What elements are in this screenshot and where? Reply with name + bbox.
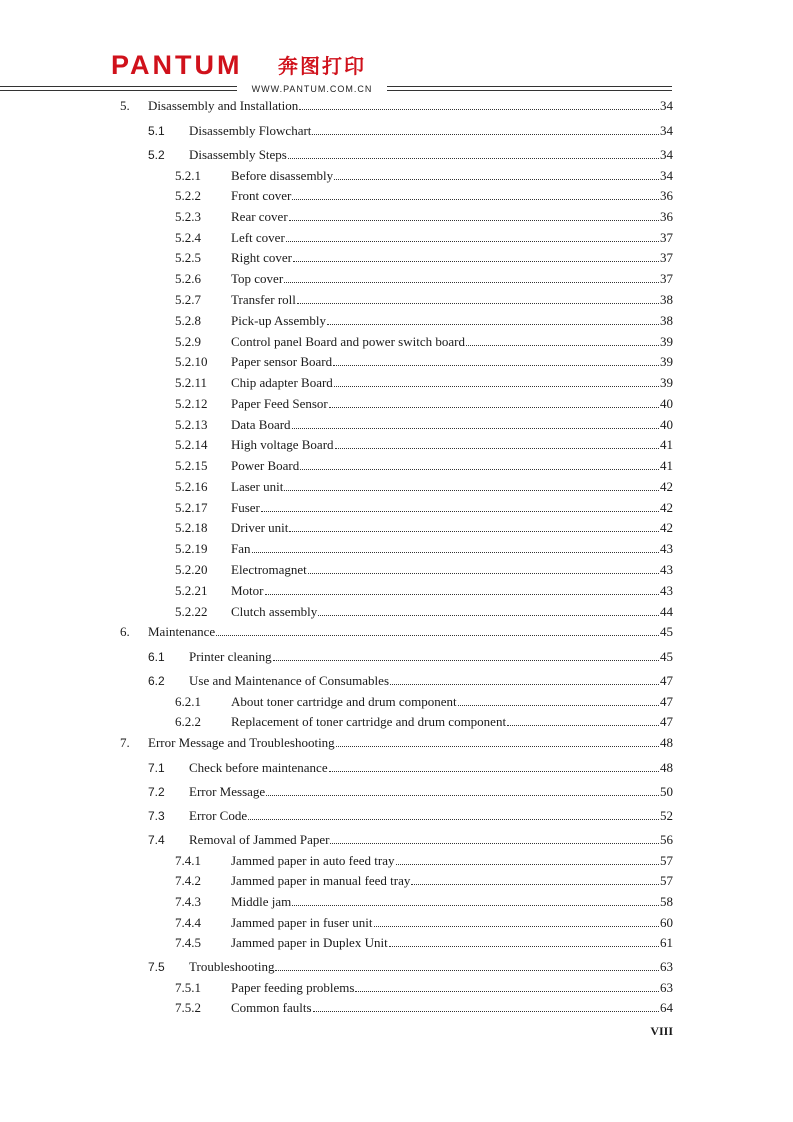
toc-entry-line [189, 647, 673, 667]
toc-entry[interactable] [0, 560, 793, 580]
toc-entry-page: 50 [660, 784, 673, 799]
toc-entry-number: 5.2.5 [175, 250, 201, 265]
toc-entry-number: 5.2.3 [175, 209, 201, 224]
toc-entry-line [231, 892, 673, 912]
toc-entry[interactable] [0, 806, 793, 826]
toc-entry-page: 38 [660, 292, 673, 307]
toc-leader-dots [297, 303, 659, 304]
toc-entry-number: 5.2.9 [175, 334, 201, 349]
toc-entry-line [231, 913, 673, 933]
toc-entry-line [231, 394, 673, 414]
toc-entry-page: 34 [660, 98, 673, 113]
toc-entry-title: Before disassembly [231, 168, 334, 183]
toc-entry-line [231, 539, 673, 559]
toc-entry-page: 42 [660, 500, 673, 515]
toc-entry-page: 39 [660, 334, 673, 349]
toc-entry[interactable] [0, 851, 793, 871]
toc-entry-page: 34 [660, 123, 673, 138]
toc-entry-title: Transfer roll [231, 292, 296, 307]
toc-entry[interactable] [0, 498, 793, 518]
toc-entry-title: Disassembly Steps [189, 147, 287, 162]
toc-leader-dots [292, 199, 659, 200]
toc-leader-dots [273, 660, 659, 661]
toc-entry-page: 34 [660, 168, 673, 183]
header-rule-right-bottom [387, 90, 672, 91]
toc-entry-page: 39 [660, 354, 673, 369]
toc-entry-title: Removal of Jammed Paper [189, 832, 330, 847]
toc-leader-dots [334, 179, 659, 180]
toc-entry-number: 7.5.1 [175, 980, 201, 995]
toc-entry-number: 6.2 [148, 674, 165, 688]
toc-entry-line [231, 933, 673, 953]
toc-entry-title: Rear cover [231, 209, 288, 224]
toc-entry-title: Control panel Board and power switch board [231, 334, 465, 349]
toc-entry-line [148, 733, 673, 753]
toc-leader-dots [390, 684, 659, 685]
toc-entry[interactable] [0, 892, 793, 912]
toc-entry-page: 41 [660, 458, 673, 473]
toc-leader-dots [313, 1011, 659, 1012]
toc-entry[interactable] [0, 248, 793, 268]
toc-entry-page: 61 [660, 935, 673, 950]
toc-leader-dots [335, 448, 659, 449]
toc-leader-dots [292, 428, 659, 429]
toc-entry-title: Jammed paper in auto feed tray [231, 853, 395, 868]
toc-entry-page: 47 [660, 714, 673, 729]
toc-entry-number: 7.3 [148, 809, 165, 823]
toc-entry-title: Replacement of toner cartridge and drum component [231, 714, 507, 729]
toc-entry-number: 5.2.4 [175, 230, 201, 245]
toc-leader-dots [327, 324, 659, 325]
toc-entry-page: 43 [660, 562, 673, 577]
toc-entry-title: Check before maintenance [189, 760, 328, 775]
toc-entry-page: 48 [660, 760, 673, 775]
toc-entry-line [189, 145, 673, 165]
toc-entry-number: 7.4 [148, 833, 165, 847]
toc-entry-line [231, 311, 673, 331]
toc-entry-title: Jammed paper in fuser unit [231, 915, 373, 930]
toc-leader-dots [252, 552, 660, 553]
toc-entry-page: 38 [660, 313, 673, 328]
header-rule-left-top [0, 86, 237, 87]
toc-leader-dots [286, 241, 659, 242]
toc-entry-title: Left cover [231, 230, 285, 245]
page-number: VIII [650, 1024, 673, 1038]
toc-entry-number: 7.2 [148, 785, 165, 799]
toc-entry-number: 5.2.12 [175, 396, 208, 411]
toc-leader-dots [284, 282, 659, 283]
toc-entry-title: Middle jam [231, 894, 292, 909]
toc-entry-title: Pick-up Assembly [231, 313, 326, 328]
toc-entry-title: Motor [231, 583, 264, 598]
toc-leader-dots [330, 843, 659, 844]
toc-entry-page: 58 [660, 894, 673, 909]
toc-entry-number: 5.2.18 [175, 520, 208, 535]
toc-entry-line [231, 978, 673, 998]
toc-entry-page: 48 [660, 735, 673, 750]
toc-entry[interactable] [0, 581, 793, 601]
toc-entry-number: 5.2.6 [175, 271, 201, 286]
toc-leader-dots [396, 864, 659, 865]
toc-entry-title: Common faults [231, 1000, 312, 1015]
toc-entry-page: 37 [660, 271, 673, 286]
toc-entry-number: 6.2.2 [175, 714, 201, 729]
toc-entry-line [231, 851, 673, 871]
toc-entry-number: 5.2.15 [175, 458, 208, 473]
toc-leader-dots [374, 926, 659, 927]
toc-entry-line [231, 477, 673, 497]
toc-entry-page: 41 [660, 437, 673, 452]
toc-entry-title: Top cover [231, 271, 284, 286]
toc-entry-number: 5.2 [148, 148, 165, 162]
toc-leader-dots [308, 573, 659, 574]
toc-entry-page: 34 [660, 147, 673, 162]
header-rule-left-bottom [0, 90, 237, 91]
toc-entry-line [231, 581, 673, 601]
toc-entry-title: Paper feeding problems [231, 980, 355, 995]
toc-entry[interactable] [0, 913, 793, 933]
toc-entry-number: 7. [120, 735, 130, 750]
toc-entry[interactable] [0, 186, 793, 206]
toc-entry-page: 43 [660, 541, 673, 556]
toc-entry[interactable] [0, 782, 793, 802]
toc-entry-number: 5.2.16 [175, 479, 208, 494]
toc-entry-line [231, 692, 673, 712]
toc-entry-number: 7.5 [148, 960, 165, 974]
toc-entry-page: 42 [660, 479, 673, 494]
toc-entry-number: 5.2.20 [175, 562, 208, 577]
toc-entry-title: Paper sensor Board [231, 354, 333, 369]
toc-leader-dots [284, 490, 659, 491]
toc-entry[interactable] [0, 933, 793, 953]
toc-leader-dots [289, 531, 659, 532]
toc-entry-number: 7.4.1 [175, 853, 201, 868]
toc-entry-title: Error Message and Troubleshooting [148, 735, 335, 750]
toc-entry[interactable] [0, 166, 793, 186]
toc-entry-number: 5.2.8 [175, 313, 201, 328]
header-rule-right-top [387, 86, 672, 87]
toc-entry-line [231, 269, 673, 289]
toc-entry[interactable] [0, 602, 793, 622]
toc-leader-dots [336, 746, 659, 747]
toc-entry[interactable] [0, 539, 793, 559]
toc-leader-dots [329, 771, 659, 772]
toc-leader-dots [288, 158, 659, 159]
toc-entry-line [148, 96, 673, 116]
toc-entry-number: 6. [120, 624, 130, 639]
toc-entry-number: 5.2.2 [175, 188, 201, 203]
toc-entry[interactable] [0, 373, 793, 393]
toc-entry[interactable] [0, 477, 793, 497]
toc-entry-number: 7.4.4 [175, 915, 201, 930]
toc-leader-dots [293, 261, 659, 262]
toc-entry-line [231, 456, 673, 476]
toc-entry-number: 5.2.11 [175, 375, 208, 390]
toc-entry-page: 52 [660, 808, 673, 823]
toc-entry-number: 5.2.19 [175, 541, 208, 556]
toc-entry[interactable] [0, 647, 793, 667]
toc-entry-line [231, 332, 673, 352]
toc-entry-title: Error Message [189, 784, 266, 799]
toc-leader-dots [466, 345, 659, 346]
toc-leader-dots [333, 365, 659, 366]
toc-entry-title: Paper Feed Sensor [231, 396, 328, 411]
toc-entry-line [231, 290, 673, 310]
toc-leader-dots [411, 884, 659, 885]
toc-entry[interactable] [0, 998, 793, 1018]
toc-entry-number: 7.1 [148, 761, 165, 775]
page-header [0, 0, 793, 100]
toc-entry-title: Maintenance [148, 624, 216, 639]
toc-entry-line [189, 671, 673, 691]
toc-entry-page: 40 [660, 417, 673, 432]
toc-entry-title: Power Board [231, 458, 300, 473]
toc-entry-title: Driver unit [231, 520, 289, 535]
toc-entry-page: 60 [660, 915, 673, 930]
toc-leader-dots [507, 725, 659, 726]
toc-entry-title: Disassembly and Installation [148, 98, 299, 113]
toc-entry[interactable] [0, 290, 793, 310]
toc-entry-page: 63 [660, 980, 673, 995]
toc-entry[interactable] [0, 456, 793, 476]
toc-entry-number: 6.1 [148, 650, 165, 664]
toc-entry[interactable] [0, 733, 793, 753]
toc-entry-page: 36 [660, 209, 673, 224]
toc-entry-line [231, 248, 673, 268]
toc-leader-dots [299, 109, 659, 110]
toc-leader-dots [261, 511, 659, 512]
toc-entry-line [189, 806, 673, 826]
toc-entry-line [231, 186, 673, 206]
toc-entry-line [231, 166, 673, 186]
toc-entry-number: 5.2.17 [175, 500, 208, 515]
toc-entry-line [231, 560, 673, 580]
toc-entry-line [231, 518, 673, 538]
toc-entry[interactable] [0, 957, 793, 977]
toc-entry-title: Error Code [189, 808, 248, 823]
toc-entry-number: 7.4.2 [175, 873, 201, 888]
toc-entry[interactable] [0, 758, 793, 778]
toc-leader-dots [355, 991, 659, 992]
toc-entry-number: 7.4.5 [175, 935, 201, 950]
toc-entry-title: Printer cleaning [189, 649, 272, 664]
toc-entry[interactable] [0, 712, 793, 732]
toc-entry[interactable] [0, 830, 793, 850]
toc-leader-dots [265, 594, 660, 595]
toc-entry-title: Fan [231, 541, 251, 556]
toc-entry-line [231, 207, 673, 227]
toc-leader-dots [275, 970, 659, 971]
toc-entry[interactable] [0, 978, 793, 998]
toc-entry-title: Laser unit [231, 479, 284, 494]
toc-entry[interactable] [0, 518, 793, 538]
toc-entry-page: 37 [660, 250, 673, 265]
toc-entry-title: About toner cartridge and drum component [231, 694, 457, 709]
toc-entry-page: 40 [660, 396, 673, 411]
toc-entry-page: 37 [660, 230, 673, 245]
toc-leader-dots [266, 795, 659, 796]
toc-entry-page: 45 [660, 649, 673, 664]
toc-entry-title: Fuser [231, 500, 260, 515]
toc-entry[interactable] [0, 671, 793, 691]
toc-entry-title: Electromagnet [231, 562, 307, 577]
toc-leader-dots [312, 134, 659, 135]
toc-entry[interactable] [0, 622, 793, 642]
toc-leader-dots [334, 386, 659, 387]
toc-entry-title: Troubleshooting [189, 959, 275, 974]
toc-entry-page: 42 [660, 520, 673, 535]
toc-entry-page: 57 [660, 873, 673, 888]
toc-entry-number: 5.2.1 [175, 168, 201, 183]
toc-leader-dots [292, 905, 659, 906]
toc-entry-line [231, 712, 673, 732]
toc-entry-number: 5.2.22 [175, 604, 208, 619]
toc-entry-title: Right cover [231, 250, 293, 265]
toc-entry-title: Clutch assembly [231, 604, 318, 619]
toc-entry-title: Jammed paper in manual feed tray [231, 873, 411, 888]
toc-entry-page: 47 [660, 673, 673, 688]
toc-entry-number: 5.1 [148, 124, 165, 138]
toc-entry[interactable] [0, 871, 793, 891]
toc-entry-line [148, 622, 673, 642]
toc-leader-dots [289, 220, 659, 221]
toc-entry-page: 47 [660, 694, 673, 709]
toc-entry-number: 5.2.10 [175, 354, 208, 369]
toc-entry[interactable] [0, 207, 793, 227]
toc-entry-number: 5. [120, 98, 130, 113]
toc-entry-number: 6.2.1 [175, 694, 201, 709]
toc-entry[interactable] [0, 692, 793, 712]
toc-entry-number: 5.2.13 [175, 417, 208, 432]
toc-entry[interactable] [0, 311, 793, 331]
toc-entry-number: 7.5.2 [175, 1000, 201, 1015]
toc-entry-line [189, 121, 673, 141]
toc-leader-dots [300, 469, 659, 470]
toc-entry-line [189, 830, 673, 850]
toc-leader-dots [248, 819, 659, 820]
toc-entry-page: 44 [660, 604, 673, 619]
toc-entry-page: 56 [660, 832, 673, 847]
toc-entry-page: 57 [660, 853, 673, 868]
toc-leader-dots [389, 946, 659, 947]
toc-leader-dots [458, 705, 659, 706]
toc-leader-dots [329, 407, 659, 408]
pantum-logo-cn: 奔图打印 [278, 54, 366, 78]
toc-entry-line [231, 228, 673, 248]
toc-entry-title: Chip adapter Board [231, 375, 333, 390]
header-url: WWW.PANTUM.COM.CN [237, 83, 387, 95]
toc-leader-dots [318, 615, 659, 616]
toc-entry-line [231, 435, 673, 455]
toc-entry[interactable] [0, 332, 793, 352]
toc-entry-page: 45 [660, 624, 673, 639]
toc-entry-title: High voltage Board [231, 437, 334, 452]
toc-entry-line [231, 498, 673, 518]
toc-entry-title: Jammed paper in Duplex Unit [231, 935, 388, 950]
toc-entry[interactable] [0, 435, 793, 455]
toc-entry[interactable] [0, 228, 793, 248]
toc-entry[interactable] [0, 394, 793, 414]
toc-entry[interactable] [0, 145, 793, 165]
toc-entry-number: 5.2.14 [175, 437, 208, 452]
toc-entry[interactable] [0, 121, 793, 141]
toc-entry-line [189, 782, 673, 802]
toc-entry-page: 39 [660, 375, 673, 390]
toc-entry-title: Disassembly Flowchart [189, 123, 312, 138]
toc-entry-page: 64 [660, 1000, 673, 1015]
toc-entry-line [231, 602, 673, 622]
toc-entry[interactable] [0, 352, 793, 372]
toc-entry-line [231, 871, 673, 891]
toc-entry[interactable] [0, 269, 793, 289]
toc-entry[interactable] [0, 415, 793, 435]
toc-entry-page: 36 [660, 188, 673, 203]
toc-entry[interactable] [0, 96, 793, 116]
toc-entry-line [231, 415, 673, 435]
toc-entry-title: Use and Maintenance of Consumables [189, 673, 390, 688]
toc-entry-title: Data Board [231, 417, 291, 432]
toc-entry-page: 43 [660, 583, 673, 598]
toc-entry-number: 5.2.21 [175, 583, 208, 598]
toc-entry-number: 7.4.3 [175, 894, 201, 909]
toc-entry-line [231, 998, 673, 1018]
pantum-logo: PANTUM [111, 50, 243, 80]
toc-leader-dots [216, 635, 659, 636]
toc-entry-page: 63 [660, 959, 673, 974]
toc-entry-title: Front cover [231, 188, 292, 203]
toc-entry-line [231, 373, 673, 393]
toc-entry-line [189, 758, 673, 778]
toc-entry-line [231, 352, 673, 372]
toc-entry-number: 5.2.7 [175, 292, 201, 307]
toc-entry-line [189, 957, 673, 977]
